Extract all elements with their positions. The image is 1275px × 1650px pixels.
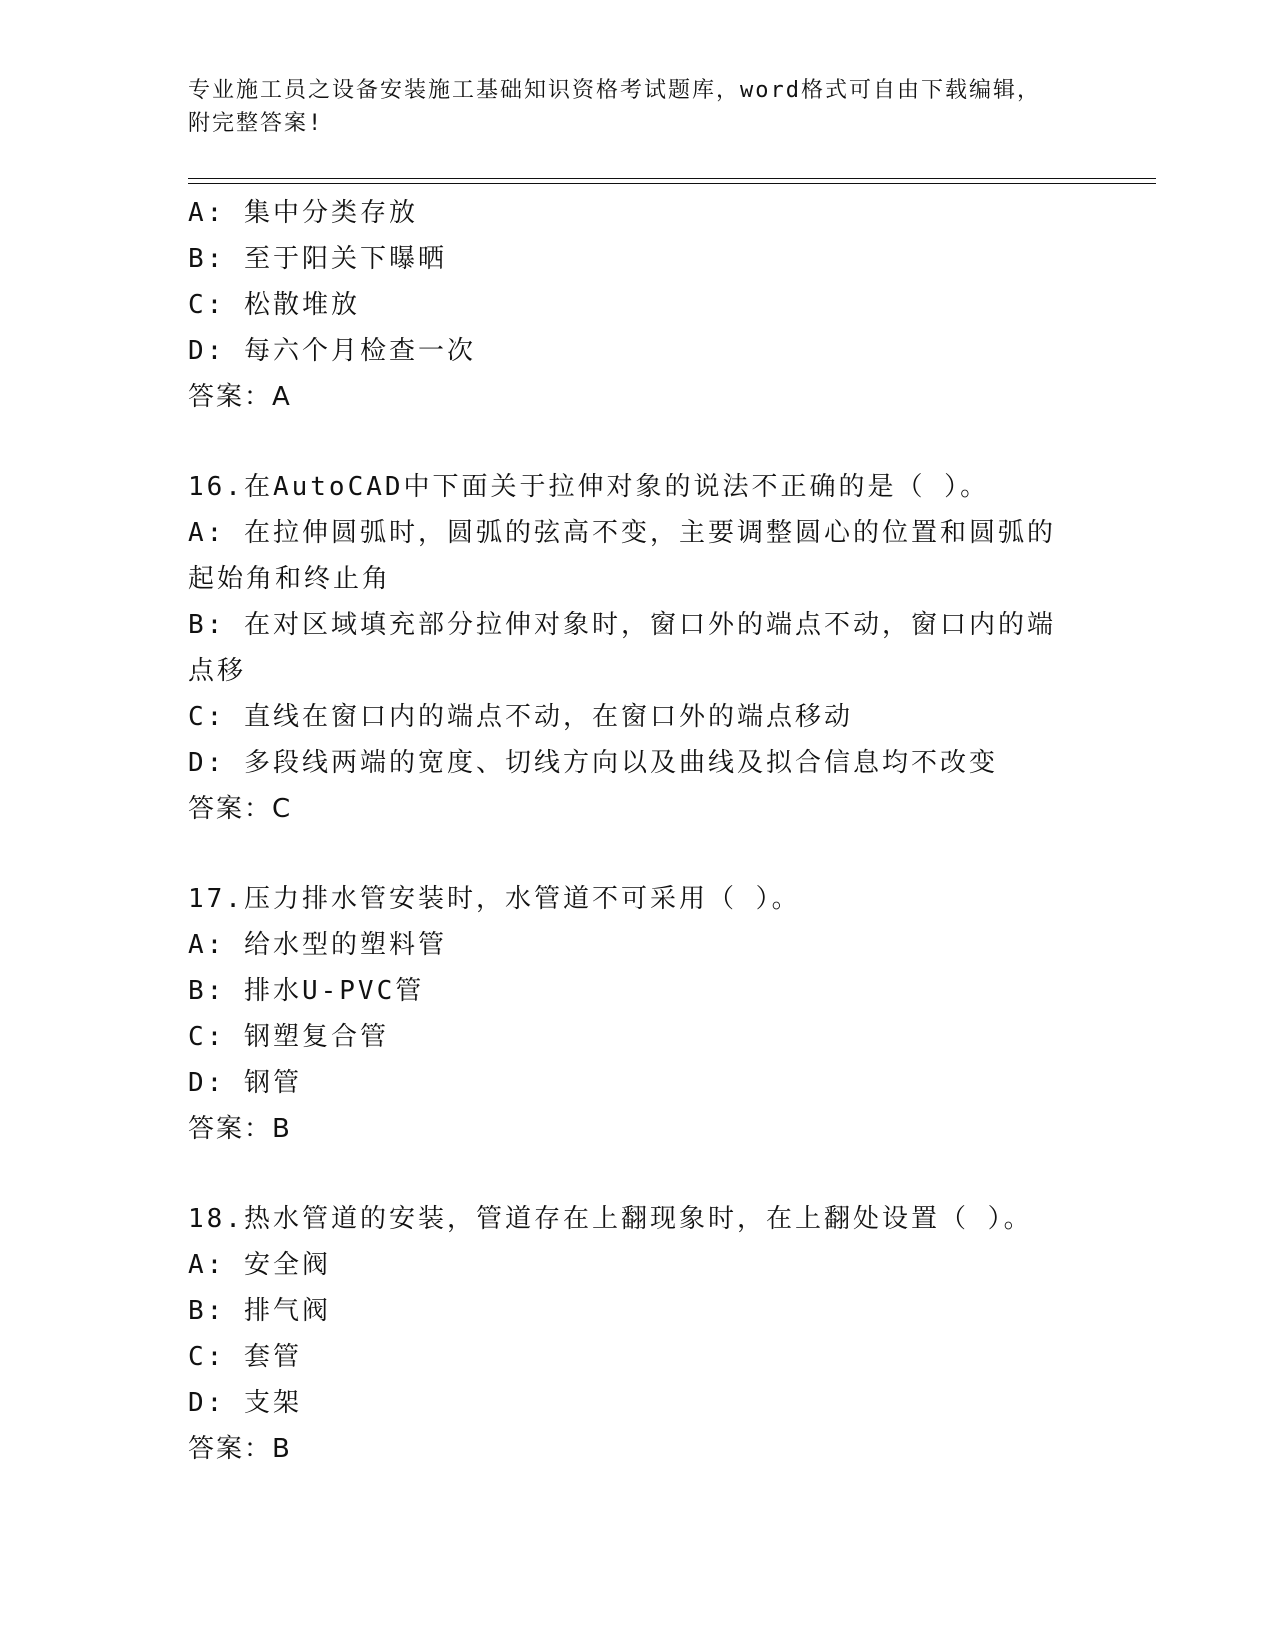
question-block-17	[188, 876, 1088, 1152]
question-block-16	[188, 464, 1088, 832]
answer-text: 答案：A	[188, 382, 292, 412]
header-divider-bottom	[188, 183, 1156, 184]
option-d: D: 支架	[188, 1388, 302, 1418]
option-b: B: 排气阀	[188, 1296, 331, 1326]
option-d: D: 每六个月检查一次	[188, 336, 476, 366]
option-b: B: 至于阳关下曝晒	[188, 244, 447, 274]
document-header	[188, 74, 1088, 140]
question-list	[188, 190, 1088, 1472]
question-block-15	[188, 190, 1088, 420]
option-c: C: 松散堆放	[188, 290, 360, 320]
question-text: 17.压力排水管安装时，水管道不可采用（ ）。	[188, 884, 801, 914]
option-a: A: 在拉伸圆弧时，圆弧的弦高不变，主要调整圆心的位置和圆弧的起始角和终止角	[188, 518, 1056, 594]
question-block-18	[188, 1196, 1088, 1472]
option-a: A: 集中分类存放	[188, 198, 418, 228]
option-d: D: 钢管	[188, 1068, 302, 1098]
answer-text: 答案：B	[188, 1114, 292, 1144]
answer-text: 答案：B	[188, 1434, 292, 1464]
option-b: B: 在对区域填充部分拉伸对象时，窗口外的端点不动，窗口内的端点移	[188, 610, 1056, 686]
header-divider-top	[188, 178, 1156, 179]
option-b: B: 排水U-PVC管	[188, 976, 425, 1006]
header-line-1: 专业施工员之设备安装施工基础知识资格考试题库，word格式可自由下载编辑，	[188, 78, 1041, 103]
option-c: C: 直线在窗口内的端点不动，在窗口外的端点移动	[188, 702, 853, 732]
answer-text: 答案：C	[188, 794, 293, 824]
option-a: A: 给水型的塑料管	[188, 930, 447, 960]
option-a: A: 安全阀	[188, 1250, 331, 1280]
option-c: C: 套管	[188, 1342, 302, 1372]
option-d: D: 多段线两端的宽度、切线方向以及曲线及拟合信息均不改变	[188, 748, 998, 778]
question-text: 16.在AutoCAD中下面关于拉伸对象的说法不正确的是（ ）。	[188, 472, 990, 502]
question-text: 18.热水管道的安装，管道存在上翻现象时，在上翻处设置（ ）。	[188, 1204, 1033, 1234]
header-line-2: 附完整答案!	[188, 111, 324, 136]
option-c: C: 钢塑复合管	[188, 1022, 389, 1052]
